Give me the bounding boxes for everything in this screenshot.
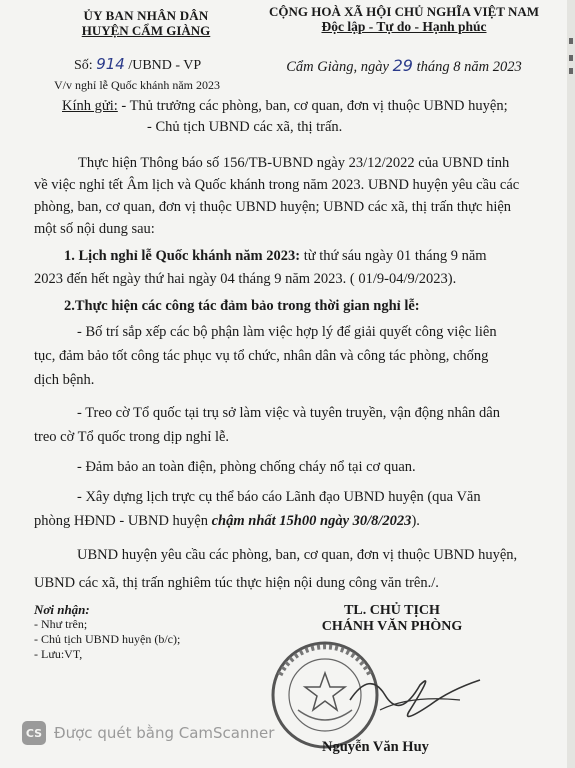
handwritten-day: 29 [392, 56, 413, 75]
bullet-line: tục, đảm bảo tốt công tác phục vụ tổ chức, nhân dân và công tác phòng, chống [34, 348, 489, 364]
issuer-block [36, 8, 256, 93]
closing-line: UBND các xã, thị trấn nghiêm túc thực hiện nội dung công văn trên./. [34, 575, 439, 591]
signer-title-2: CHÁNH VĂN PHÒNG [321, 619, 463, 634]
recipient-item: - Chủ tịch UBND huyện (b/c); [34, 632, 181, 646]
paragraph-line: Thực hiện Thông báo số 156/TB-UBND ngày 23/12/2022 của UBND tỉnh [78, 155, 510, 171]
recipients-line-1: Kính gửi: - Thủ trưởng các phòng, ban, cơ quan, đơn vị thuộc UBND huyện; [62, 98, 508, 114]
paragraph-line: phòng, ban, cơ quan, đơn vị thuộc UBND huyện; UBND các xã, thị trấn thực hiện [34, 199, 512, 215]
recipient-item: - Lưu:VT, [34, 647, 83, 661]
bullet-line: - Treo cờ Tổ quốc tại trụ sở làm việc và tuyên truyền, vận động nhân dân [77, 405, 500, 421]
scanner-watermark [22, 720, 274, 746]
recipients-line-2: - Chủ tịch UBND các xã, thị trấn. [147, 119, 343, 135]
recipient-item: - Như trên; [34, 617, 88, 631]
signature-block [292, 603, 492, 755]
recipients-list [34, 602, 180, 662]
edge-mark [569, 68, 573, 74]
bullet-line: - Đảm bảo an toàn điện, phòng chống cháy nổ tại cơ quan. [77, 459, 416, 475]
place-date: Cẩm Giàng, ngày 29 tháng 8 năm 2023 [286, 56, 522, 75]
bullet-line: dịch bệnh. [34, 372, 95, 388]
bullet-line: treo cờ Tổ quốc trong dịp nghỉ lễ. [34, 429, 230, 445]
edge-mark [569, 55, 573, 61]
section-1-line-2: 2023 đến hết ngày thứ hai ngày 04 tháng 9 năm 2023. ( 01/9-04/9/2023). [34, 271, 457, 287]
edge-mark [569, 38, 573, 44]
recipients-list-title: Nơi nhận: [34, 602, 90, 617]
nation-motto: Độc lập - Tự do - Hạnh phúc [321, 19, 487, 34]
page-edge [567, 0, 575, 768]
nation-name: CỘNG HOÀ XÃ HỘI CHỦ NGHĨA VIỆT NAM [268, 4, 540, 19]
national-header [244, 4, 564, 76]
section-1-line-1: 1. Lịch nghỉ lễ Quốc khánh năm 2023: từ thứ sáu ngày 01 tháng 9 năm [64, 248, 487, 264]
watermark-text: Được quét bằng CamScanner [54, 724, 275, 742]
paragraph-line: về việc nghỉ tết Âm lịch và Quốc khánh trong năm 2023. UBND huyện yêu cầu các [34, 177, 520, 193]
bullet-line: phòng HĐND - UBND huyện chậm nhất 15h00 ngày 30/8/2023). [34, 513, 420, 529]
handwritten-number: 914 [96, 55, 125, 73]
section-2-title: 2.Thực hiện các công tác đảm bảo trong thời gian nghỉ lễ: [64, 298, 420, 314]
paragraph-line: một số nội dung sau: [34, 221, 155, 237]
document-number: Số: 914 /UBND - VP [74, 55, 202, 73]
bullet-line: - Bố trí sắp xếp các bộ phận làm việc hợp lý để giải quyết công việc liên [77, 324, 497, 340]
signer-title-1: TL. CHỦ TỊCH [344, 603, 440, 618]
signature-image [340, 650, 490, 730]
bullet-line: - Xây dựng lịch trực cụ thể báo cáo Lãnh đạo UBND huyện (qua Văn [77, 489, 481, 505]
camscanner-logo-icon: CS [22, 721, 46, 745]
signer-name: Nguyễn Văn Huy [322, 739, 429, 755]
issuer-authority: ỦY BAN NHÂN DÂN [83, 8, 209, 23]
document-subject: V/v nghỉ lễ Quốc khánh năm 2023 [54, 78, 220, 92]
issuer-district: HUYỆN CẨM GIÀNG [81, 23, 211, 38]
closing-line: UBND huyện yêu cầu các phòng, ban, cơ quan, đơn vị thuộc UBND huyện, [77, 547, 518, 563]
